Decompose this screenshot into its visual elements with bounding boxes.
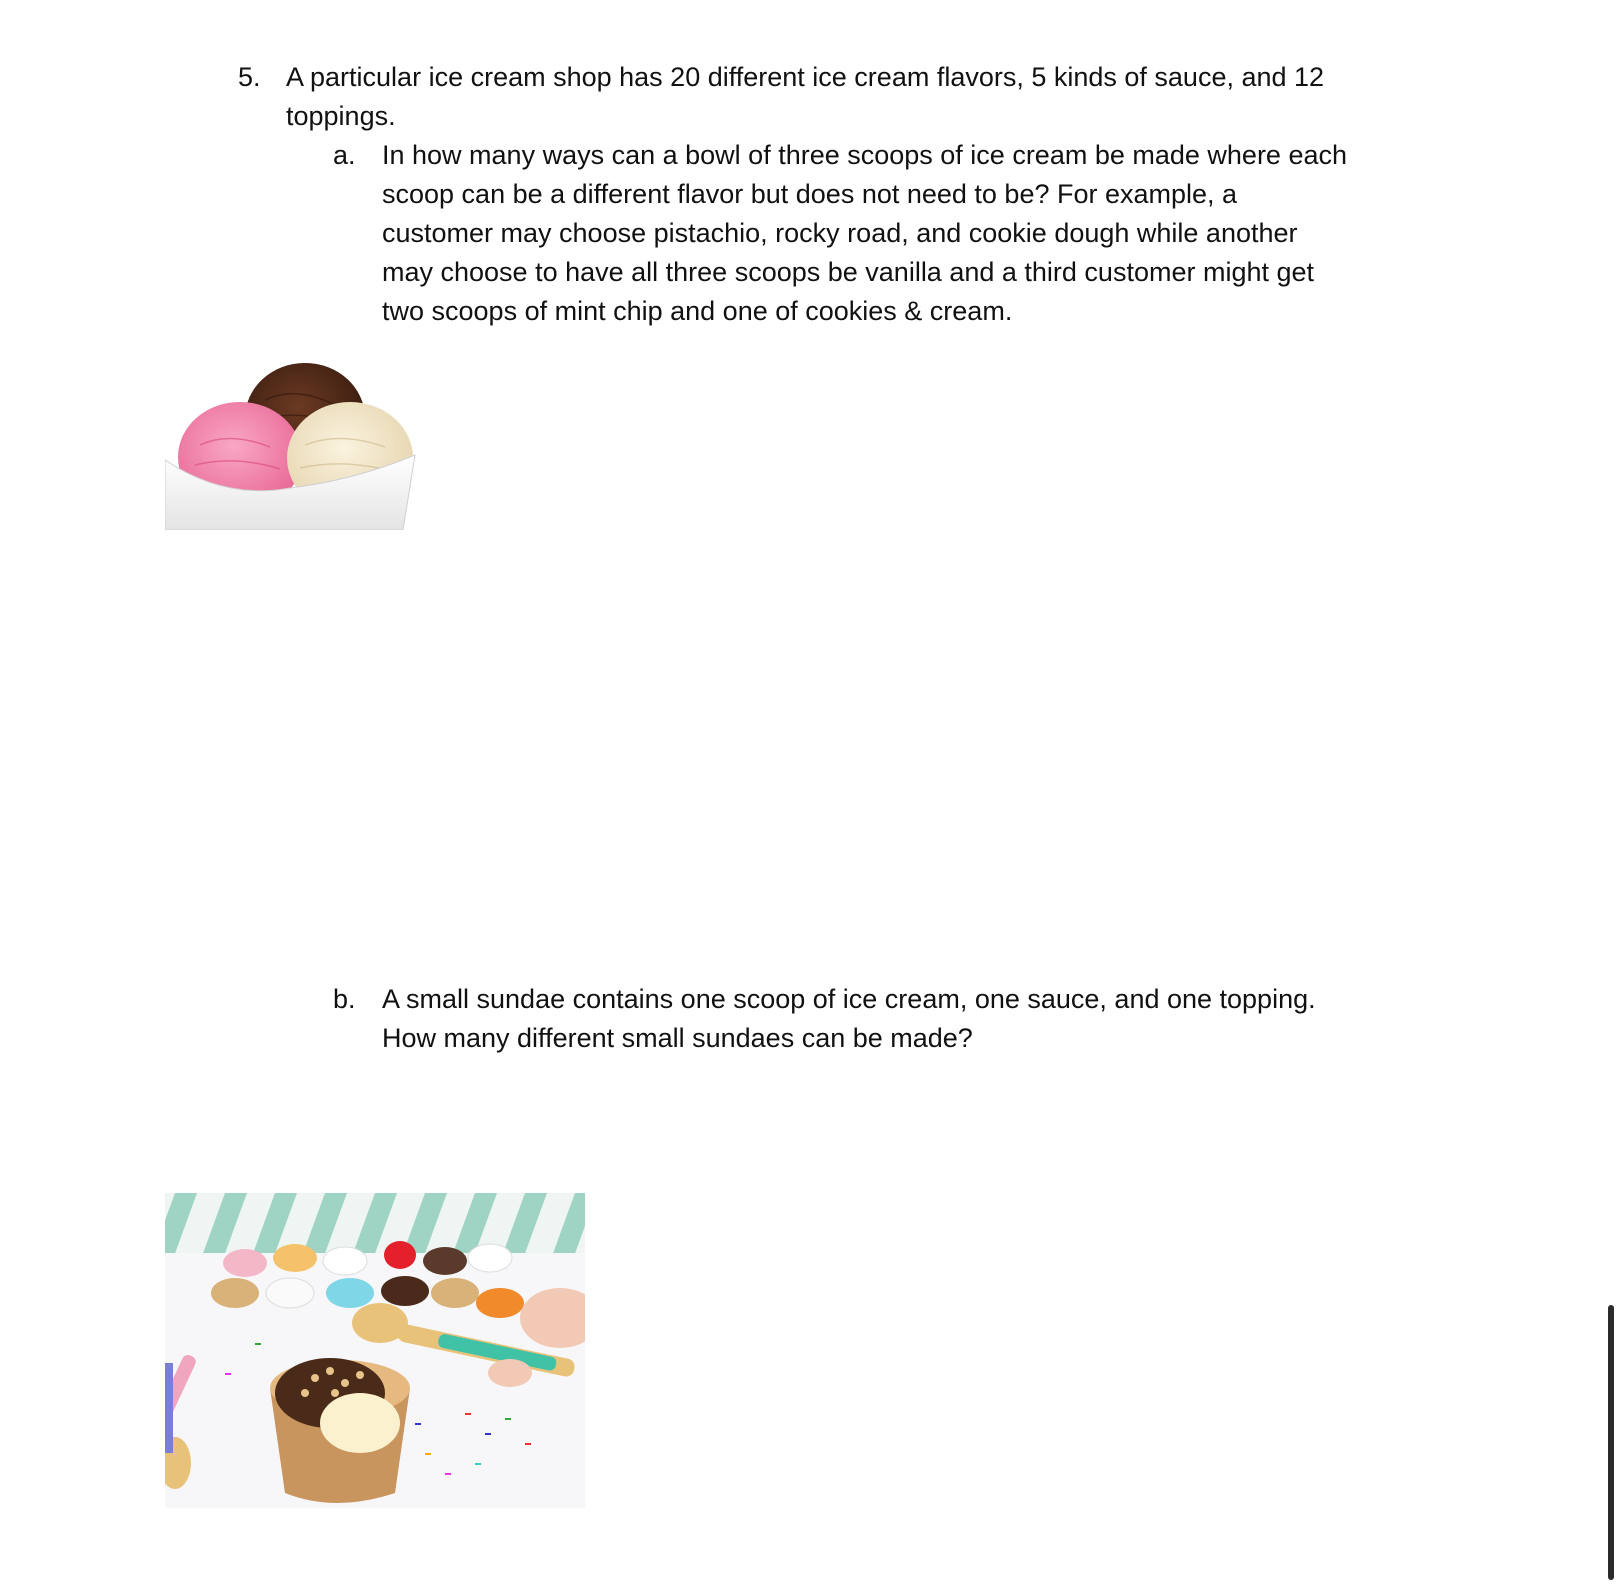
part-a-line-5: two scoops of mint chip and one of cookies & cream. <box>382 296 1013 326</box>
ice-cream-bowl-illustration <box>165 360 425 530</box>
part-a-line-2: scoop can be a different flavor but does not need to be? For example, a <box>382 179 1238 209</box>
part-b-line-2: How many different small sundaes can be made? <box>382 1023 973 1053</box>
part-a-line-3: customer may choose pistachio, rocky road, and cookie dough while another <box>382 218 1298 248</box>
question-stem-line-2: toppings. <box>286 101 396 131</box>
vertical-scrollbar[interactable] <box>1608 1305 1614 1580</box>
ice-cream-bowl-image <box>165 360 425 530</box>
part-a-line-1: In how many ways can a bowl of three scoops of ice cream be made where each <box>382 140 1347 170</box>
part-a-label: a. <box>333 140 356 170</box>
sundae-toppings-image <box>165 1193 585 1508</box>
part-b-line-1: A small sundae contains one scoop of ice cream, one sauce, and one topping. <box>382 984 1316 1014</box>
question-stem-line-1: A particular ice cream shop has 20 different ice cream flavors, 5 kinds of sauce, and 12 <box>286 62 1325 92</box>
part-b-label: b. <box>333 984 356 1014</box>
part-a-line-4: may choose to have all three scoops be vanilla and a third customer might get <box>382 257 1315 287</box>
question-number: 5. <box>238 62 261 92</box>
sundae-toppings-illustration <box>165 1193 585 1508</box>
